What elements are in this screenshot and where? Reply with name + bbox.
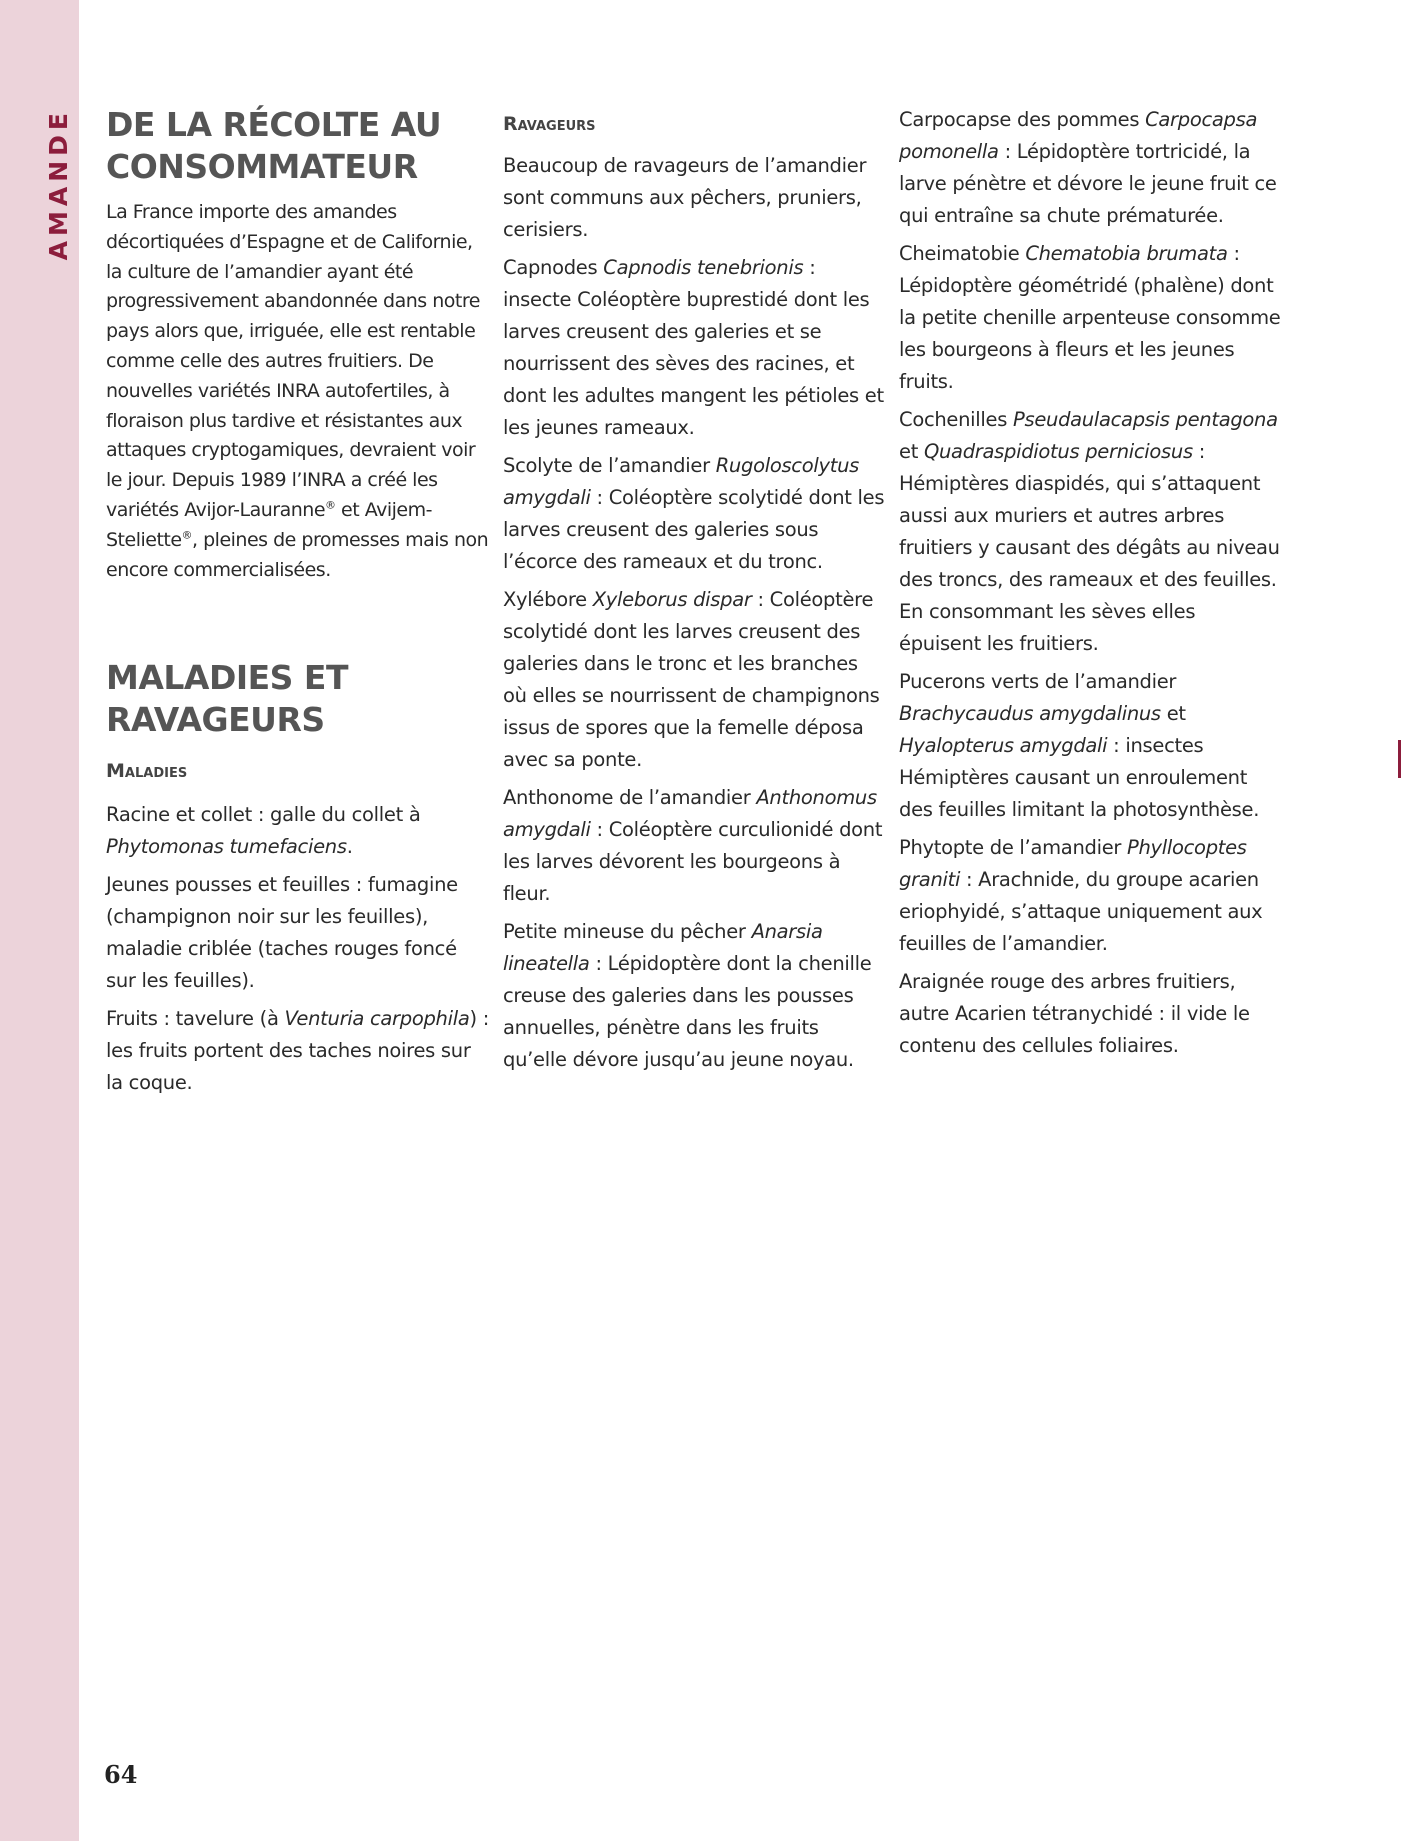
ravageur-item: Araignée rouge des arbres fruitiers, autre Acarien tétranychidé : il vide le contenu des cellules foliaires. [899, 970, 1250, 1057]
maladie-item: Jeunes pousses et feuilles : fumagine (champignon noir sur les feuilles), maladie criblée (taches rouges foncé sur les feuilles). [106, 873, 458, 993]
ravageur-item: Pucerons verts de l’amandier Brachycaudus amygdalinus et Hyalopterus amygdali : insectes Hémiptères causant un enroulement des feuilles limitant la photosynthèse. [899, 670, 1260, 821]
ravageur-item: Carpocapse des pommes Carpocapsa pomonella : Lépidoptère tortricidé, la larve pénètre et dévore le jeune fruit ce qui entraîne sa chute prématurée. [899, 108, 1277, 227]
column-1 [106, 104, 490, 1105]
maladie-item: Fruits : tavelure (à Venturia carpophila) : les fruits portent des taches noires sur la coque. [106, 1007, 489, 1095]
subheading-ravageurs: Ravageurs [503, 113, 596, 135]
sidebar-band [0, 0, 79, 1841]
heading-maladies-ravageurs: MALADIES ET RAVAGEURS [106, 658, 348, 740]
heading-recolte: DE LA RÉCOLTE AU CONSOMMATEUR [106, 105, 442, 186]
ravageur-item: Petite mineuse du pêcher Anarsia lineatella : Lépidoptère dont la chenille creuse des galeries dans les pousses annuelles, pénètre dans les fruits qu’elle dévore jusqu’au jeune noyau. [503, 920, 872, 1071]
column-3 [899, 104, 1283, 1068]
maladie-item: Racine et collet : galle du collet à Phytomonas tumefaciens. [106, 803, 421, 859]
ravageur-item: Anthonome de l’amandier Anthonomus amygdali : Coléoptère curculionidé dont les larves dévorent les bourgeons à fleur. [503, 786, 883, 905]
ravageur-item: Cheimatobie Chematobia brumata : Lépidoptère géométridé (phalène) dont la petite chenille arpenteuse consomme les bourgeons à fleurs et les jeunes fruits. [899, 242, 1281, 393]
ravageur-item: Phytopte de l’amandier Phyllocoptes graniti : Arachnide, du groupe acarien eriophyidé, s’attaque uniquement aux feuilles de l’amandier. [899, 836, 1263, 955]
ravageur-item: Cochenilles Pseudaulacapsis pentagona et Quadraspidiotus perniciosus : Hémiptères diaspidés, qui s’attaquent aussi aux muriers et autres arbres fruitiers y causant des dégâts au niveau des troncs, des rameaux et des feuilles. En consommant les sèves elles épuisent les fruitiers. [899, 408, 1280, 655]
paragraph-recolte: La France importe des amandes décortiquées d’Espagne et de Californie, la culture de l’amandier ayant été progressivement abandonnée dans notre pays alors que, irriguée, elle est rentable comme celle des autres fruitiers. De nouvelles variétés INRA autofertiles, à floraison plus tardive et résistantes aux attaques cryptogamiques, devraient voir le jour. Depuis 1989 l’INRA a créé les variétés Avijor-Lauranne® et Avijem-Steliette®, pleines de promesses mais non encore commercialisées. [106, 201, 489, 581]
ravageur-item: Capnodes Capnodis tenebrionis : insecte Coléoptère buprestidé dont les larves creusent des galeries et se nourrissent des sèves des racines, et dont les adultes mangent les pétioles et les jeunes rameaux. [503, 256, 884, 439]
ravageur-item: Beaucoup de ravageurs de l’amandier sont communs aux pêchers, pruniers, cerisiers. [503, 154, 867, 241]
subheading-maladies: Maladies [106, 760, 188, 783]
section-label: AMANDE [44, 108, 73, 261]
ravageur-item: Xylébore Xyleborus dispar : Coléoptère scolytidé dont les larves creusent des galeries dans le tronc et les branches où elles se nourrissent de champignons issus de spores que la femelle déposa avec sa ponte. [503, 588, 880, 771]
page-number: 64 [104, 1760, 138, 1789]
ravageur-item: Scolyte de l’amandier Rugoloscolytus amygdali : Coléoptère scolytidé dont les larves creusent des galeries sous l’écorce des rameaux et du tronc. [503, 454, 885, 573]
column-2 [503, 112, 887, 1082]
